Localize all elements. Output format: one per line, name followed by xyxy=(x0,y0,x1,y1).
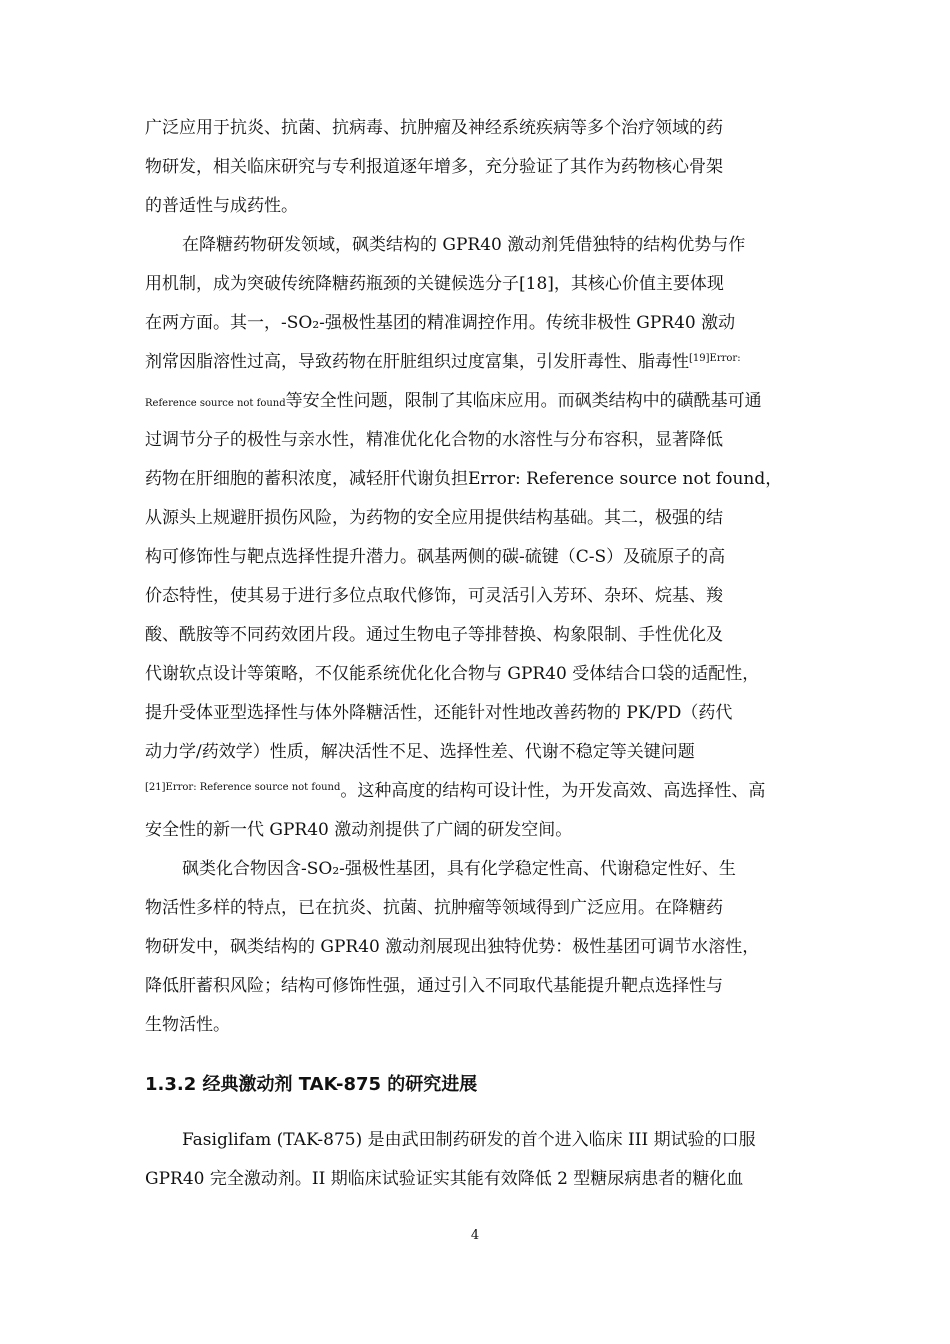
text-segment: 。这种高度的结构可设计性，为开发高效、高选择性、高 xyxy=(340,781,766,801)
citation-ref-19: [19]Error: xyxy=(689,353,741,364)
text-line: GPR40 完全激动剂。II 期临床试验证实其能有效降低 2 型糖尿病患者的糖化血 xyxy=(145,1169,744,1189)
text-line: 广泛应用于抗炎、抗菌、抗病毒、抗肿瘤及神经系统疾病等多个治疗领域的药 xyxy=(145,118,723,138)
text-line: 价态特性，使其易于进行多位点取代修饰，可灵活引入芳环、杂环、烷基、羧 xyxy=(145,586,723,606)
citation-ref-21: [21]Error: Reference source not found xyxy=(145,782,341,793)
text-segment: 等安全性问题，限制了其临床应用。而砜类结构中的磺酰基可通 xyxy=(285,391,762,411)
text-line: 生物活性。 xyxy=(145,1015,230,1035)
text-line-with-ref xyxy=(145,352,741,372)
text-line: 用机制，成为突破传统降糖药瓶颈的关键候选分子[18]，其核心价值主要体现 xyxy=(145,274,724,294)
text-line: 的普适性与成药性。 xyxy=(145,196,298,216)
section-heading: 1.3.2 经典激动剂 TAK-875 的研究进展 xyxy=(145,1074,478,1095)
text-line-with-ref xyxy=(145,781,765,801)
text-line: 药物在肝细胞的蓄积浓度，减轻肝代谢负担Error: Reference source not found， xyxy=(145,469,783,489)
text-line: Fasiglifam (TAK-875) 是由武田制药研发的首个进入临床 III 期试验的口服 xyxy=(182,1130,756,1150)
text-line: 代谢软点设计等策略，不仅能系统优化化合物与 GPR40 受体结合口袋的适配性， xyxy=(145,664,760,684)
text-line: 动力学/药效学）性质，解决活性不足、选择性差、代谢不稳定等关键问题 xyxy=(145,742,695,762)
text-segment: 剂常因脂溶性过高，导致药物在肝脏组织过度富集，引发肝毒性、脂毒性 xyxy=(145,352,689,372)
text-line: 降低肝蓄积风险；结构可修饰性强，通过引入不同取代基能提升靶点选择性与 xyxy=(145,976,723,996)
text-line: 安全性的新一代 GPR40 激动剂提供了广阔的研发空间。 xyxy=(145,820,573,840)
text-line: 过调节分子的极性与亲水性，精准优化化合物的水溶性与分布容积，显著降低 xyxy=(145,430,723,450)
text-line: 酸、酰胺等不同药效团片段。通过生物电子等排替换、构象限制、手性优化及 xyxy=(145,625,723,645)
text-line: 构可修饰性与靶点选择性提升潜力。砜基两侧的碳-硫键（C-S）及硫原子的高 xyxy=(145,547,726,567)
text-line: 物研发，相关临床研究与专利报道逐年增多，充分验证了其作为药物核心骨架 xyxy=(145,157,723,177)
citation-ref-19-cont: Reference source not found xyxy=(145,398,286,409)
text-line: 在降糖药物研发领域，砜类结构的 GPR40 激动剂凭借独特的结构优势与作 xyxy=(182,235,746,255)
text-line: 提升受体亚型选择性与体外降糖活性，还能针对性地改善药物的 PK/PD（药代 xyxy=(145,703,733,723)
text-line: 从源头上规避肝损伤风险，为药物的安全应用提供结构基础。其二，极强的结 xyxy=(145,508,723,528)
text-line-with-ref xyxy=(145,391,762,414)
text-line: 物活性多样的特点，已在抗炎、抗菌、抗肿瘤等领域得到广泛应用。在降糖药 xyxy=(145,898,723,918)
text-line: 物研发中，砜类结构的 GPR40 激动剂展现出独特优势：极性基团可调节水溶性， xyxy=(145,937,760,957)
text-line: 砜类化合物因含-SO₂-强极性基团，具有化学稳定性高、代谢稳定性好、生 xyxy=(182,859,736,879)
text-line: 在两方面。其一，-SO₂-强极性基团的精准调控作用。传统非极性 GPR40 激动 xyxy=(145,313,736,333)
page-number: 4 xyxy=(470,1228,480,1243)
